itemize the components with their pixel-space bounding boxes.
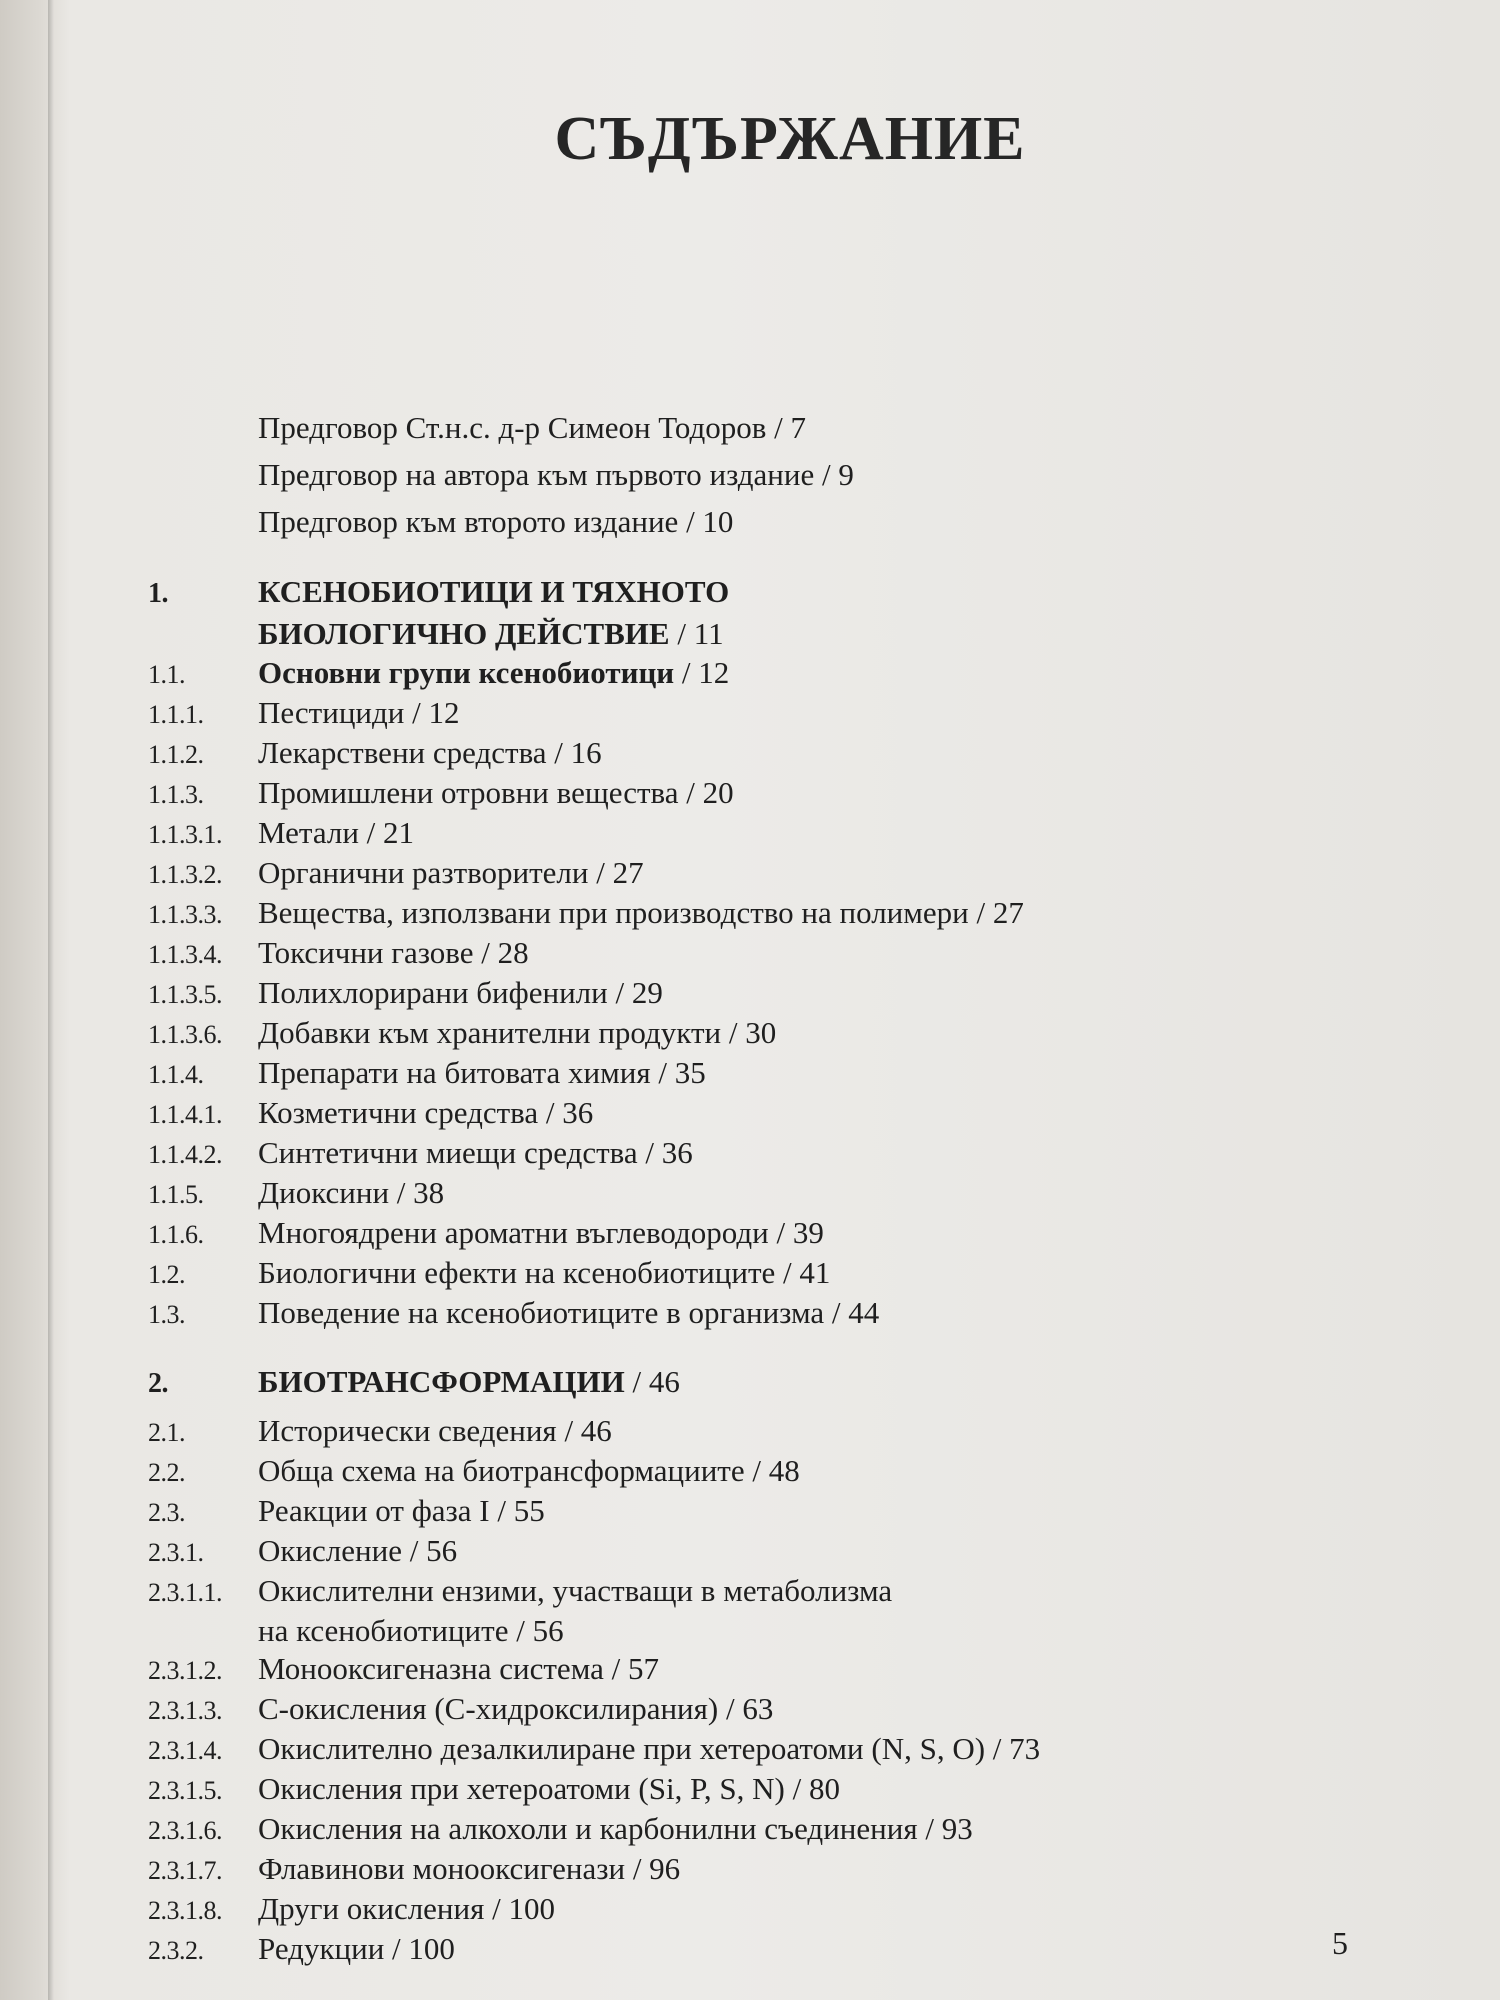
toc-entry [148, 974, 1408, 1014]
toc-entry-text: Диоксини / 38 [258, 1175, 445, 1210]
toc-entry-number: 2.3.1.8. [148, 1896, 222, 1925]
toc-entry-number: 1.1.3.1. [148, 820, 222, 849]
toc-entry [148, 694, 1408, 734]
toc-entry [148, 1294, 1408, 1334]
toc-entry-text: Обща схема на биотрансформациите / 48 [258, 1453, 800, 1488]
toc-entry-number: 1.1.3.3. [148, 900, 222, 929]
chapter2-entry-list [148, 1412, 1408, 1612]
preface-entry: Предговор на автора към първото издание / 9 [258, 457, 854, 492]
toc-entry [148, 1214, 1408, 1254]
toc-entry [148, 1572, 1408, 1612]
toc-entry-number: 1.1.3.6. [148, 1020, 222, 1049]
chapter-number: 1. [148, 578, 168, 609]
toc-entry-text: Окисления при хетероатоми (Si, P, S, N) / 80 [258, 1771, 840, 1806]
toc-entry-number: 2.3.1.4. [148, 1736, 222, 1765]
toc-entry [148, 1014, 1408, 1054]
toc-entry-number: 2.3.1.2. [148, 1656, 222, 1685]
toc-entry-text: Токсични газове / 28 [258, 935, 529, 970]
toc-entry [148, 1770, 1408, 1810]
chapter-number: 2. [148, 1368, 168, 1399]
toc-entry-text: Вещества, използвани при производство на полимери / 27 [258, 895, 1024, 930]
chapter-page: / 11 [669, 616, 724, 651]
toc-entry-number: 2.3.1.7. [148, 1856, 222, 1885]
toc-entry-text: Окисления на алкохоли и карбонилни съединения / 93 [258, 1811, 973, 1846]
toc-entry [148, 1174, 1408, 1214]
page-title: СЪДЪРЖАНИЕ [554, 105, 1026, 173]
toc-entry-number: 1.1.2. [148, 740, 204, 769]
toc-entry-text: Окисление / 56 [258, 1533, 458, 1568]
toc-entry [148, 1134, 1408, 1174]
chapter-heading-cont [148, 614, 1408, 654]
toc-entry-number: 1.1.6. [148, 1220, 204, 1249]
toc-entry [148, 1890, 1408, 1930]
toc-entry-number: 2.2. [148, 1458, 185, 1487]
toc-entry-number: 2.3.1.3. [148, 1696, 222, 1725]
toc-entry-text: С-окисления (С-хидроксилирания) / 63 [258, 1691, 774, 1726]
toc-entry-number: 2.3.1. [148, 1538, 204, 1567]
toc-entry-number: 1.1.4.2. [148, 1140, 222, 1169]
toc-entry [148, 774, 1408, 814]
toc-entry [148, 894, 1408, 934]
preface-list [258, 404, 854, 545]
preface-entry: Предговор към второто издание / 10 [258, 504, 734, 539]
toc-entry [148, 934, 1408, 974]
toc-entry-text: Препарати на битовата химия / 35 [258, 1055, 706, 1090]
toc-entry [148, 1054, 1408, 1094]
toc-entry [148, 1690, 1408, 1730]
toc-entry-number: 2.1. [148, 1418, 185, 1447]
toc-entry-text: Монооксигеназна система / 57 [258, 1651, 659, 1686]
section-page: / 12 [674, 655, 730, 690]
chapter-page: / 46 [624, 1364, 680, 1399]
section-title: Основни групи ксенобиотици [258, 655, 675, 690]
toc-entry-text: Промишлени отровни вещества / 20 [258, 775, 734, 810]
toc-entry-number: 1.1.4. [148, 1060, 204, 1089]
toc-entry-continuation [148, 1612, 1408, 1650]
chapter-title-line2: БИОЛОГИЧНО ДЕЙСТВИЕ [258, 616, 670, 651]
chapter-heading [148, 572, 1408, 614]
toc-entry-number: 2.3.1.5. [148, 1776, 222, 1805]
toc-entry-text: Полихлорирани бифенили / 29 [258, 975, 663, 1010]
toc-entry [148, 1810, 1408, 1850]
toc-entry-text: Поведение на ксенобиотиците в организма / 44 [258, 1295, 880, 1330]
toc-entry [148, 814, 1408, 854]
toc-entry-text: Метали / 21 [258, 815, 415, 850]
toc-entry-number: 1.1.3.5. [148, 980, 222, 1009]
toc-entry-number: 1.2. [148, 1260, 185, 1289]
toc-entry-number: 1.1.5. [148, 1180, 204, 1209]
toc-entry [148, 1930, 1408, 1970]
toc-entry-number: 1.1.1. [148, 700, 204, 729]
preface-entry: Предговор Ст.н.с. д-р Симеон Тодоров / 7 [258, 410, 807, 445]
chapter-title-line1: КСЕНОБИОТИЦИ И ТЯХНОТО [258, 574, 730, 609]
toc-entry-text: Исторически сведения / 46 [258, 1413, 612, 1448]
toc-entry-text: Окислително дезалкилиране при хетероатоми (N, S, O) / 73 [258, 1731, 1041, 1766]
toc-entry [148, 1412, 1408, 1452]
toc-entry-text: Органични разтворители / 27 [258, 855, 644, 890]
toc-entry [148, 1492, 1408, 1532]
toc-entry-text: Окислителни ензими, участващи в метаболизма [258, 1573, 893, 1608]
page-edge-shadow [48, 0, 54, 2000]
toc-entry [148, 1094, 1408, 1134]
toc-entry-text: Добавки към хранителни продукти / 30 [258, 1015, 777, 1050]
toc-entry-text: Флавинови монооксигенази / 96 [258, 1851, 681, 1886]
chapter2-entry-list [148, 1650, 1408, 1970]
chapter-title: БИОТРАНСФОРМАЦИИ [258, 1364, 625, 1399]
toc-entry-text: Редукции / 100 [258, 1931, 455, 1966]
toc-entry-text: Лекарствени средства / 16 [258, 735, 602, 770]
toc-entry-number: 2.3. [148, 1498, 185, 1527]
page-number: 5 [1332, 1925, 1348, 1961]
toc-entry-number: 2.3.2. [148, 1936, 204, 1965]
toc-entry [148, 1452, 1408, 1492]
toc-entry-text: Синтетични миещи средства / 36 [258, 1135, 693, 1170]
toc-entry-number: 1.1.3.2. [148, 860, 222, 889]
toc-entry [148, 854, 1408, 894]
section-number: 1.1. [148, 660, 185, 689]
toc-entry-text: Козметични средства / 36 [258, 1095, 594, 1130]
toc-entry [148, 1850, 1408, 1890]
toc-entry-number: 1.1.3. [148, 780, 204, 809]
section-heading [148, 654, 1408, 694]
toc-entry [148, 1532, 1408, 1572]
toc-entry [148, 1730, 1408, 1770]
toc-entry-text: Многоядрени ароматни въглеводороди / 39 [258, 1215, 824, 1250]
toc-entry-text: на ксенобиотиците / 56 [258, 1613, 564, 1648]
toc-entry [148, 734, 1408, 774]
toc-entry-text: Други окисления / 100 [258, 1891, 555, 1926]
chapter-heading [148, 1362, 1408, 1404]
toc-entry-number: 2.3.1.6. [148, 1816, 222, 1845]
toc-entry-text: Пестициди / 12 [258, 695, 460, 730]
chapter1-entry-list [148, 694, 1408, 1334]
toc-entry-number: 1.1.4.1. [148, 1100, 222, 1129]
toc-entry [148, 1650, 1408, 1690]
toc-entry-number: 2.3.1.1. [148, 1578, 222, 1607]
toc-entry-number: 1.3. [148, 1300, 185, 1329]
toc-entry-number: 1.1.3.4. [148, 940, 222, 969]
toc-entry [148, 1254, 1408, 1294]
toc-entry-text: Реакции от фаза I / 55 [258, 1493, 545, 1528]
toc-entry-text: Биологични ефекти на ксенобиотиците / 41 [258, 1255, 831, 1290]
table-of-contents [148, 566, 1408, 1970]
